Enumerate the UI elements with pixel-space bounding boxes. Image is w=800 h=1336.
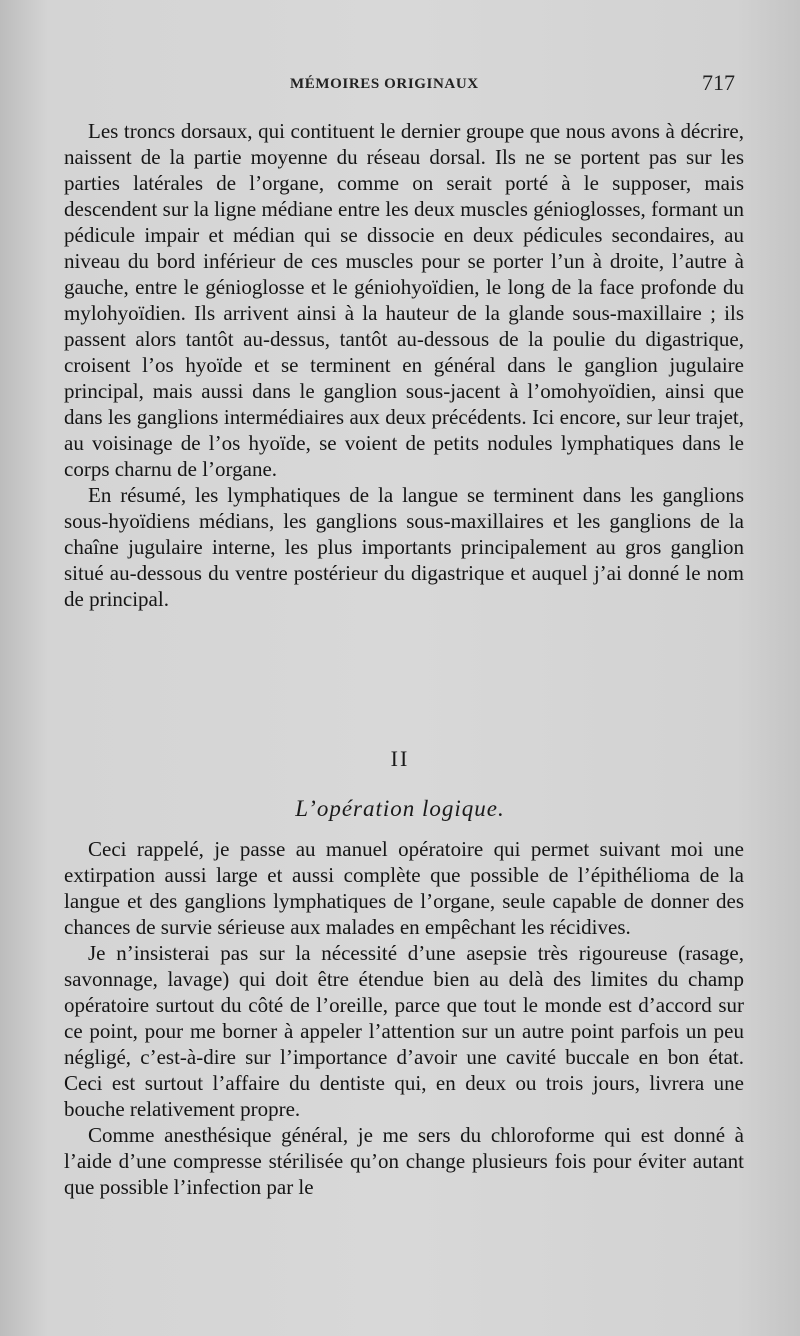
paragraph: Ceci rappelé, je passe au manuel opératoire qui permet suivant moi une extirpation aussi large et aussi complète que possible de l’épithélioma de la langue et des ganglions lymphatiques de l’organe, seule capable de donner des chances de survie sérieuse aux malades en empêchant les récidives. xyxy=(64,837,744,939)
page-number: 717 xyxy=(702,70,735,95)
paragraph: Je n’insisterai pas sur la nécessité d’une asepsie très rigoureuse (rasage, savonnage, lavage) qui doit être étendue bien au delà des limites du champ opératoire surtout du côté de l’oreille, parce que tout le monde est d’accord sur ce point, pour me borner à appeler l’attention sur un autre point parfois un peu négligé, c’est-à-dire sur l’importance d’avoir une cavité buccale en bon état. Ceci est surtout l’affaire du dentiste qui, en deux ou trois jours, livrera une bouche relativement propre. xyxy=(64,941,744,1121)
text-block-bottom xyxy=(64,836,744,1200)
paragraph: En résumé, les lymphatiques de la langue se terminent dans les ganglions sous-hyoïdiens médians, les ganglions sous-maxillaires et les ganglions de la chaîne jugulaire interne, les plus importants principalement au gros ganglion situé au-dessous du ventre postérieur du digastrique et auquel j’ai donné le nom de principal. xyxy=(64,483,744,611)
section-title: L’opération logique. xyxy=(295,796,505,821)
paragraph: Comme anesthésique général, je me sers du chloroforme qui est donné à l’aide d’une compresse stérilisée qu’on change plusieurs fois pour éviter autant que possible l’infection par le xyxy=(64,1123,744,1199)
running-head: MÉMOIRES ORIGINAUX xyxy=(290,76,479,92)
section-number: II xyxy=(390,746,410,771)
paragraph: Les troncs dorsaux, qui contituent le dernier groupe que nous avons à décrire, naissent de la partie moyenne du réseau dorsal. Ils ne se portent pas sur les parties latérales de l’organe, comme on serait porté à le supposer, mais descendent sur la ligne médiane entre les deux muscles génioglosses, formant un pédicule impair et médian qui se dissocie en deux pédicules secondaires, au niveau du bord inférieur de ces muscles pour se porter l’un à droite, l’autre à gauche, entre le génioglosse et le géniohyoïdien, le long de la face profonde du mylohyoïdien. Ils arrivent ainsi à la hauteur de la glande sous-maxillaire ; ils passent alors tantôt au-dessus, tantôt au-dessous de la poulie du digastrique, croisent l’os hyoïde et se terminent en général dans le ganglion jugulaire principal, mais aussi dans le ganglion sous-jacent à l’omohyoïdien, ainsi que dans les ganglions intermédiaires aux deux précédents. Ici encore, sur leur trajet, au voisinage de l’os hyoïde, se voient de petits nodules lymphatiques dans le corps charnu de l’organe. xyxy=(64,119,744,481)
text-block-top xyxy=(64,118,744,612)
